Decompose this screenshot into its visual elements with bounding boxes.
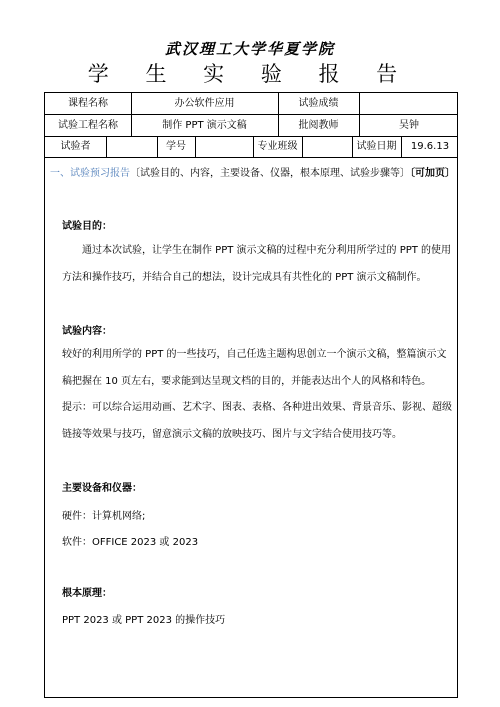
grade-label: 试验成绩 [298,98,339,109]
purpose-text: 通过本次试验，让学生在制作 PPT 演示文稿的过程中充分利用所学过的 PPT 的使用方法和操作技巧，并结合自己的想法，设计完成具有共性化的 PPT 演示文稿制作。 [62,245,452,283]
principle-title: 根本原理： [62,588,112,599]
teacher-label: 批阅教师 [298,120,339,131]
principle-text: PPT 2023 或 PPT 2023 的操作技巧 [62,615,226,626]
teacher-value: 吴钟 [399,120,419,131]
hardware-line: 硬件：计算机网络; [62,511,146,522]
project-label: 试验工程名称 [58,120,118,131]
section-heading [50,164,455,179]
major-label: 专业班级 [257,141,298,152]
tester-label: 试验者 [60,141,91,152]
school-name: 武汉理工大学华夏学院 [164,40,335,58]
grade-value [359,93,459,114]
date-label: 试验日期 [356,141,397,152]
major-value [302,136,352,157]
purpose-title: 试验目的： [62,221,112,232]
hint-text: 提示：可以综合运用动画、艺术字、图表、表格、各种进出效果、背景音乐、影视、超级链接等效果与技巧，留意演示文稿的放映技巧、图片与文字结合使用技巧等。 [62,402,452,440]
software-line: 软件：OFFICE 2023 或 2023 [62,537,199,548]
project-value: 制作 PPT 演示文稿 [162,120,247,131]
section-heading-number: 一、试验预习报告 [50,168,130,179]
equipment-title: 主要设备和仪器： [62,483,142,494]
date-value: 19.6.13 [410,141,450,152]
content-text: 较好的利用所学的 PPT 的一些技巧，自己任选主题构思创立一个演示文稿，整篇演示文稿把握在 10 页左右，要求能到达呈现文档的目的，并能表达出个人的风格和特色。 [62,349,447,387]
section-heading-note: 〔可加页〕 [410,168,455,179]
content-title: 试验内容： [62,326,112,337]
report-sheet [44,92,458,698]
report-title: 学 生 实 验 报 告 [87,62,413,86]
section-heading-detail: 〔试验目的、内容，主要设备、仪器，根本原理、试验步骤等〕 [130,168,410,179]
row-divider [45,157,457,158]
student-no-value [195,136,253,157]
student-no-label: 学号 [166,141,186,152]
course-value: 办公软件应用 [174,98,235,109]
tester-value [106,136,157,157]
course-label: 课程名称 [68,98,108,109]
